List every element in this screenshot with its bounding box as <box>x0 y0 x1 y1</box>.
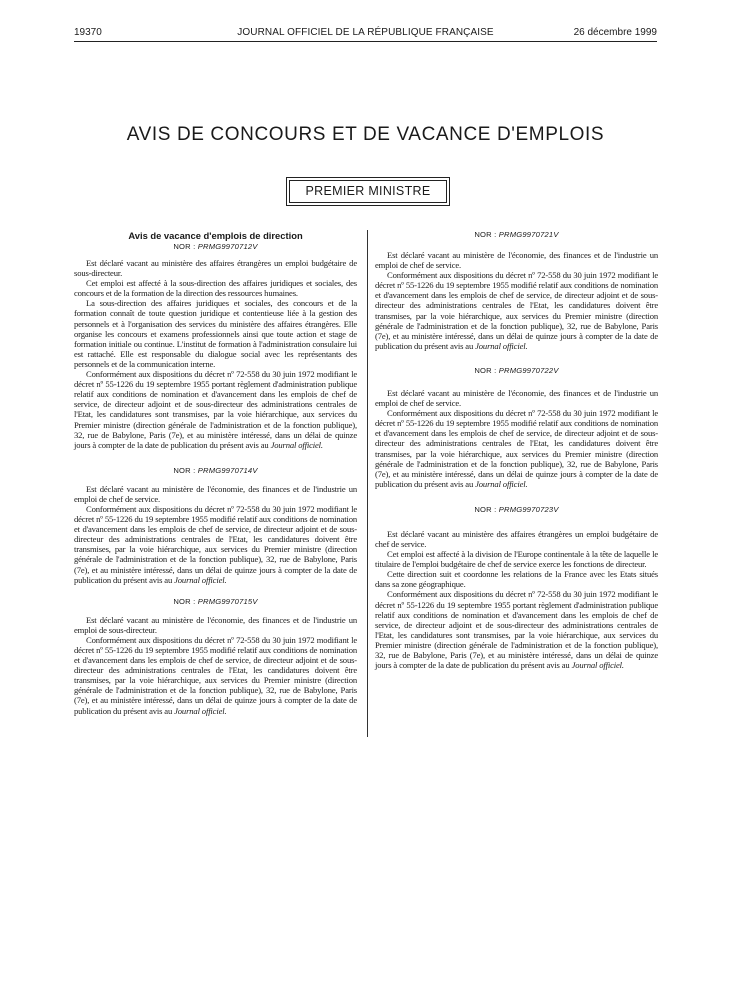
notice-paragraph: Cet emploi est affecté à la division de l'Europe continentale à la tête de laquelle le titulaire de l'emploi budgétaire de chef de service exerce les fonctions de directeur. <box>375 549 658 570</box>
issue-date: 26 décembre 1999 <box>573 27 657 38</box>
notice-paragraph: Cet emploi est affecté à la sous-direction des affaires juridiques et sociales, des concours et de la formation de la direction des ressources humaines. <box>74 278 357 299</box>
reference-label: NOR : <box>173 242 196 251</box>
notice-reference <box>375 505 658 515</box>
reference-code: PRMG9970721V <box>498 230 559 239</box>
right-column <box>375 230 658 670</box>
notice-text: Conformément aux dispositions du décret nº 72-558 du 30 juin 1972 modifiant le décret nº 55-1226 du 19 septembre 1955 modifié relatif aux conditions de nomination et d'avancement dans les emplois de chef de service, de directeur adjoint et de sous-directeur des administrations centrales de l'Etat, les candidatures doivent être transmises, par la voie hiérarchique, aux services du Premier ministre (direction générale de l'administration et de la fonction publique), 32, rue de Babylone, Paris (7e), et au ministère intéressé, dans un délai de quinze jours à compter de la date de publication du présent avis au <box>74 634 357 716</box>
reference-label: NOR : <box>173 596 196 606</box>
notice-prmg9970712v <box>74 242 357 450</box>
notice-paragraph <box>74 635 357 716</box>
reference-label: NOR : <box>474 230 497 239</box>
notice-reference <box>74 597 357 607</box>
section-box: PREMIER MINISTRE <box>289 180 447 203</box>
left-column <box>74 230 357 716</box>
notice-text: Conformément aux dispositions du décret nº 72-558 du 30 juin 1972 modifiant le décret nº 55-1226 du 19 septembre 1955 modifié relatif aux conditions de nomination et d'avancement dans les emplois de chef de service, de directeur adjoint et de sous-directeur des administrations centrales de l'Etat, les candidatures doivent être transmises, par la voie hiérarchique, aux services du Premier ministre (direction générale de l'administration et de la fonction publique), 32, rue de Babylone, Paris (7e), et au ministère intéressé, dans un délai de quinze jours à compter de la date de publication du présent avis au <box>74 503 357 585</box>
running-header <box>74 26 657 40</box>
notice-paragraph: Est déclaré vacant au ministère des affaires étrangères un emploi budgétaire de chef de service. <box>375 528 658 549</box>
journal-reference: Journal officiel. <box>174 705 227 716</box>
notice-paragraph <box>375 408 658 489</box>
notice-prmg9970723v <box>375 505 658 670</box>
reference-code: PRMG9970722V <box>498 365 559 375</box>
section-title: Avis de vacance d'emplois de direction <box>128 230 303 241</box>
journal-title: JOURNAL OFFICIEL DE LA RÉPUBLIQUE FRANÇAISE <box>237 27 494 38</box>
column-divider <box>367 230 368 737</box>
notice-prmg9970722v <box>375 366 658 489</box>
reference-label: NOR : <box>474 504 497 514</box>
header-rule <box>74 41 657 42</box>
notice-paragraph: Est déclaré vacant au ministère des affaires étrangères un emploi budgétaire de sous-directeur. <box>74 258 357 279</box>
journal-reference: Journal officiel. <box>270 439 323 450</box>
notice-paragraph: Est déclaré vacant au ministère de l'économie, des finances et de l'industrie un emploi de chef de service. <box>375 387 658 409</box>
reference-code: PRMG9970714V <box>197 465 258 475</box>
notice-paragraph: Est déclaré vacant au ministère de l'économie, des finances et de l'industrie un emploi de chef de service. <box>74 483 357 504</box>
notice-paragraph: La sous-direction des affaires juridiques et sociales, des concours et de la formation connaît de toute question juridique et contentieuse liée à la gestion des personnels et à l'organisation des services du ministère des affaires étrangères. Elle organise les concours et examens professionnels ainsi que toute action et stage de formation initiale ou continue. L'institut de formation à l'administration consulaire lui est rattaché. Elle est responsable du dialogue social avec les représentants des personnels et de la communication interne. <box>74 298 357 369</box>
notice-prmg9970721v <box>375 230 658 351</box>
reference-label: NOR : <box>173 465 196 475</box>
notice-text: Conformément aux dispositions du décret nº 72-558 du 30 juin 1972 modifiant le décret nº 55-1226 du 19 septembre 1955 modifié relatif aux conditions de nomination et d'avancement dans les emplois de chef de service, de directeur adjoint et de sous-directeur des administrations centrales de l'Etat, les candidatures doivent être transmises, par la voie hiérarchique, aux services du Premier ministre (direction générale de l'administration et de la fonction publique), 32, rue de Babylone, Paris (7e), et au ministère intéressé, dans un délai de quinze jours à compter de la date de publication du présent avis au <box>375 408 658 489</box>
notice-paragraph: Est déclaré vacant au ministère de l'économie, des finances et de l'industrie un emploi de sous-directeur. <box>74 614 357 635</box>
notice-paragraph <box>74 369 357 450</box>
notice-text: Conformément aux dispositions du décret nº 72-558 du 30 juin 1972 modifiant le décret nº 55-1226 du 19 septembre 1955 portant règlement d'administration publique relatif aux conditions de nomination et d'avancement dans les emplois de chef de service, de directeur adjoint et de sous-directeur des administrations centrales de l'Etat, les candidatures sont transmises, par la voie hiérarchique, aux services du Premier ministre (direction générale de l'administration et de la fonction publique), 32, rue de Babylone, Paris (7e), et au ministère intéressé, dans un délai de quinze jours à compter de la date de publication du présent avis au <box>74 369 357 450</box>
notice-paragraph <box>375 589 658 670</box>
journal-reference: Journal officiel. <box>475 478 528 489</box>
notice-prmg9970714v <box>74 466 357 585</box>
notice-paragraph <box>375 270 658 351</box>
notice-text: Conformément aux dispositions du décret nº 72-558 du 30 juin 1972 modifiant le décret nº 55-1226 du 19 septembre 1955 portant règlement d'administration publique relatif aux conditions de nomination et d'avancement dans les emplois de chef de service, de directeur adjoint et de sous-directeur des administrations centrales de l'Etat, les candidatures sont transmises, par la voie hiérarchique, aux services du Premier ministre (direction générale de l'administration et de la fonction publique), 32, rue de Babylone, Paris (7e), et au ministère intéressé, dans un délai de quinze jours à compter de la date de publication du présent avis au <box>375 589 658 671</box>
journal-reference: Journal officiel. <box>475 340 528 351</box>
journal-reference: Journal officiel. <box>174 574 227 585</box>
reference-code: PRMG9970715V <box>197 596 258 606</box>
reference-code: PRMG9970723V <box>498 504 559 514</box>
notice-text: Conformément aux dispositions du décret nº 72-558 du 30 juin 1972 modifiant le décret nº 55-1226 du 19 septembre 1955 modifié relatif aux conditions de nomination et d'avancement dans les emplois de chef de service, de directeur adjoint et de sous-directeur des administrations centrales de l'Etat, les candidatures doivent être transmises, par la voie hiérarchique, aux services du Premier ministre (direction générale de l'administration et de la fonction publique), 32, rue de Babylone, Paris (7e), et au ministère intéressé, dans un délai de quinze jours à compter de la date de publication du présent avis au <box>375 270 658 351</box>
notice-reference <box>375 230 658 240</box>
journal-reference: Journal officiel. <box>571 660 624 671</box>
reference-label: NOR : <box>474 365 497 375</box>
notice-paragraph <box>74 504 357 585</box>
reference-code: PRMG9970712V <box>197 242 258 251</box>
notice-reference <box>375 366 658 376</box>
notice-reference <box>74 242 357 252</box>
notice-reference <box>74 466 357 476</box>
notice-paragraph: Cette direction suit et coordonne les relations de la France avec les Etats situés dans sa zone géographique. <box>375 569 658 590</box>
notice-prmg9970715v <box>74 597 357 716</box>
notice-paragraph: Est déclaré vacant au ministère de l'économie, des finances et de l'industrie un emploi de chef de service. <box>375 250 658 271</box>
main-title: AVIS DE CONCOURS ET DE VACANCE D'EMPLOIS <box>126 124 605 145</box>
page-number: 19370 <box>74 27 102 38</box>
